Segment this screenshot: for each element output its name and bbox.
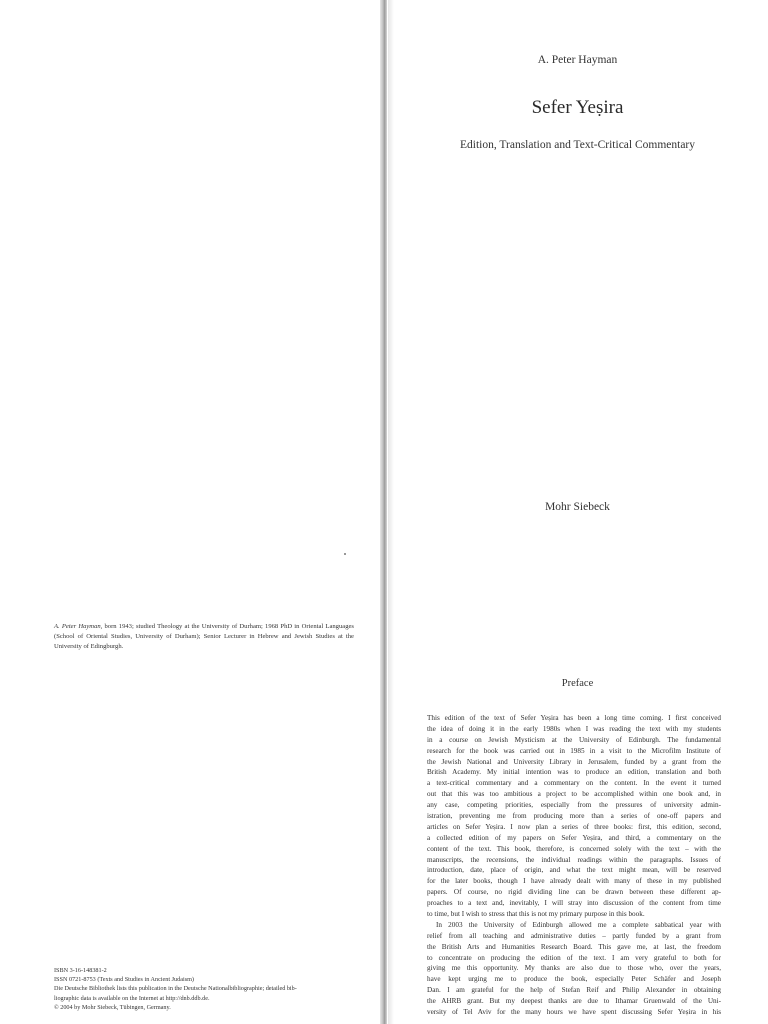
preface-line: giving me this opportunity. My thanks are also due to those who, over the years, — [427, 964, 721, 973]
book-title: Sefer Yeṣira — [531, 97, 624, 118]
preface-line: This edition of the text of Sefer Yeṣira has been a long time coming. I first conceived — [427, 714, 721, 722]
preface-line: a text-critical commentary and a commentary on the content. In the event it turned — [427, 779, 721, 788]
copyright-line: © 2004 by Mohr Siebeck, Tübingen, Germany. — [54, 1003, 171, 1011]
author-bio — [54, 622, 354, 652]
preface-line: the idea of doing it in the early 1980s when I was reading the text with my students — [427, 724, 721, 733]
preface-line: articles on Sefer Yeṣira. I now plan a series of three books: first, this edition, second, — [427, 822, 721, 831]
preface-line: in a course on Jewish Mysticism at the University of Edinburgh. The fundamental — [427, 735, 721, 744]
bibliographic-line: Die Deutsche Bibliothek lists this publication in the Deutsche Nationalbibliographie; detailed bib- — [54, 985, 297, 993]
preface-line: to time, but I wish to stress that this is not my primary purpose in this book. — [427, 910, 645, 919]
preface-line: British Academy. My initial intention was to produce an edition, translation and both — [427, 768, 721, 777]
author-bio-line: Jewish Studies at the University of Edingburgh. — [54, 633, 354, 650]
preface-line: to concentrate on producing the edition of the text. I am very grateful to both for — [427, 953, 721, 962]
preface-line: Dan. I am grateful for the help of Stefan Reif and Philip Alexander in obtaining — [427, 986, 721, 995]
issn-line: ISSN 0721-8753 (Texts and Studies in Ancient Judaism) — [54, 976, 194, 984]
preface-line: In 2003 the University of Edinburgh allowed me a complete sabbatical year with — [436, 920, 721, 929]
preface-line: the British Arts and Humanities Research Board. This gave me, at last, the freedom — [427, 942, 721, 951]
publisher-name: Mohr Siebeck — [545, 501, 610, 513]
author-bio-line: born 1943; studied Theology at the University of Durham; 1968 PhD in Oriental — [104, 623, 324, 630]
preface-line: introduction, date, place of origin, and what the text might mean, will be reserved — [427, 866, 721, 875]
preface-line: the Jewish National and University Library in Jerusalem, funded by a grant from the — [427, 757, 721, 766]
author-bio-line: Languages (School of Oriental Studies, University of Durham); Senior Lecturer in Hebrew and — [54, 623, 354, 640]
left-page — [0, 0, 381, 1024]
preface-line: content of the text. This book, therefore, is concerned solely with the text – with the — [427, 844, 721, 853]
preface-line: the AHRB grant. But my deepest thanks are due to Ithamar Gruenwald of the Uni- — [427, 997, 721, 1006]
preface-line: papers. Of course, no rigid dividing line can be drawn between these different ap- — [427, 888, 721, 897]
title-page-author: A. Peter Hayman — [537, 54, 618, 66]
preface-line: proaches to a text and, inevitably, I will stray into discussion of the content from time — [427, 899, 721, 908]
preface-line: manuscripts, the recensions, the individual readings within the paragraphs. Issues of — [427, 855, 721, 864]
preface-line: any case, competing priorities, especially from the pressures of university admin- — [427, 801, 721, 810]
preface-line: for the later books, though I have already dealt with many of these in my published — [427, 877, 721, 886]
bibliographic-line: liographic data is available on the Internet at http://dnb.ddb.de. — [54, 994, 210, 1002]
book-subtitle: Edition, Translation and Text-Critical Commentary — [459, 139, 696, 151]
preface-body — [427, 713, 721, 1018]
preface-line: have kept urging me to produce the book, especially Peter Schäfer and Joseph — [427, 975, 721, 984]
isbn-line: ISBN 3-16-148381-2 — [54, 967, 107, 974]
preface-line: versity of Tel Aviv for the many hours we have spent discussing Sefer Yeṣira in his — [427, 1008, 721, 1017]
preface-line: out that this was too ambitious a project to be accomplished within one book and, in — [427, 790, 721, 799]
author-bio-name: A. Peter Hayman, — [54, 623, 103, 630]
preface-line: a collected edition of my papers on Sefer Yeṣira, and third, a commentary on the — [427, 833, 721, 842]
preface-line: istration, preventing me from producing more than a series of one-off papers and — [427, 812, 721, 821]
preface-line: relief from all teaching and administrative duties – partly funded by a grant from — [427, 931, 721, 940]
page-speck — [344, 553, 346, 555]
preface-line: research for the book was carried out in 1985 in a visit to the Microfilm Institute of — [427, 746, 721, 755]
preface-heading: Preface — [561, 678, 594, 689]
imprint-block — [54, 966, 354, 1012]
